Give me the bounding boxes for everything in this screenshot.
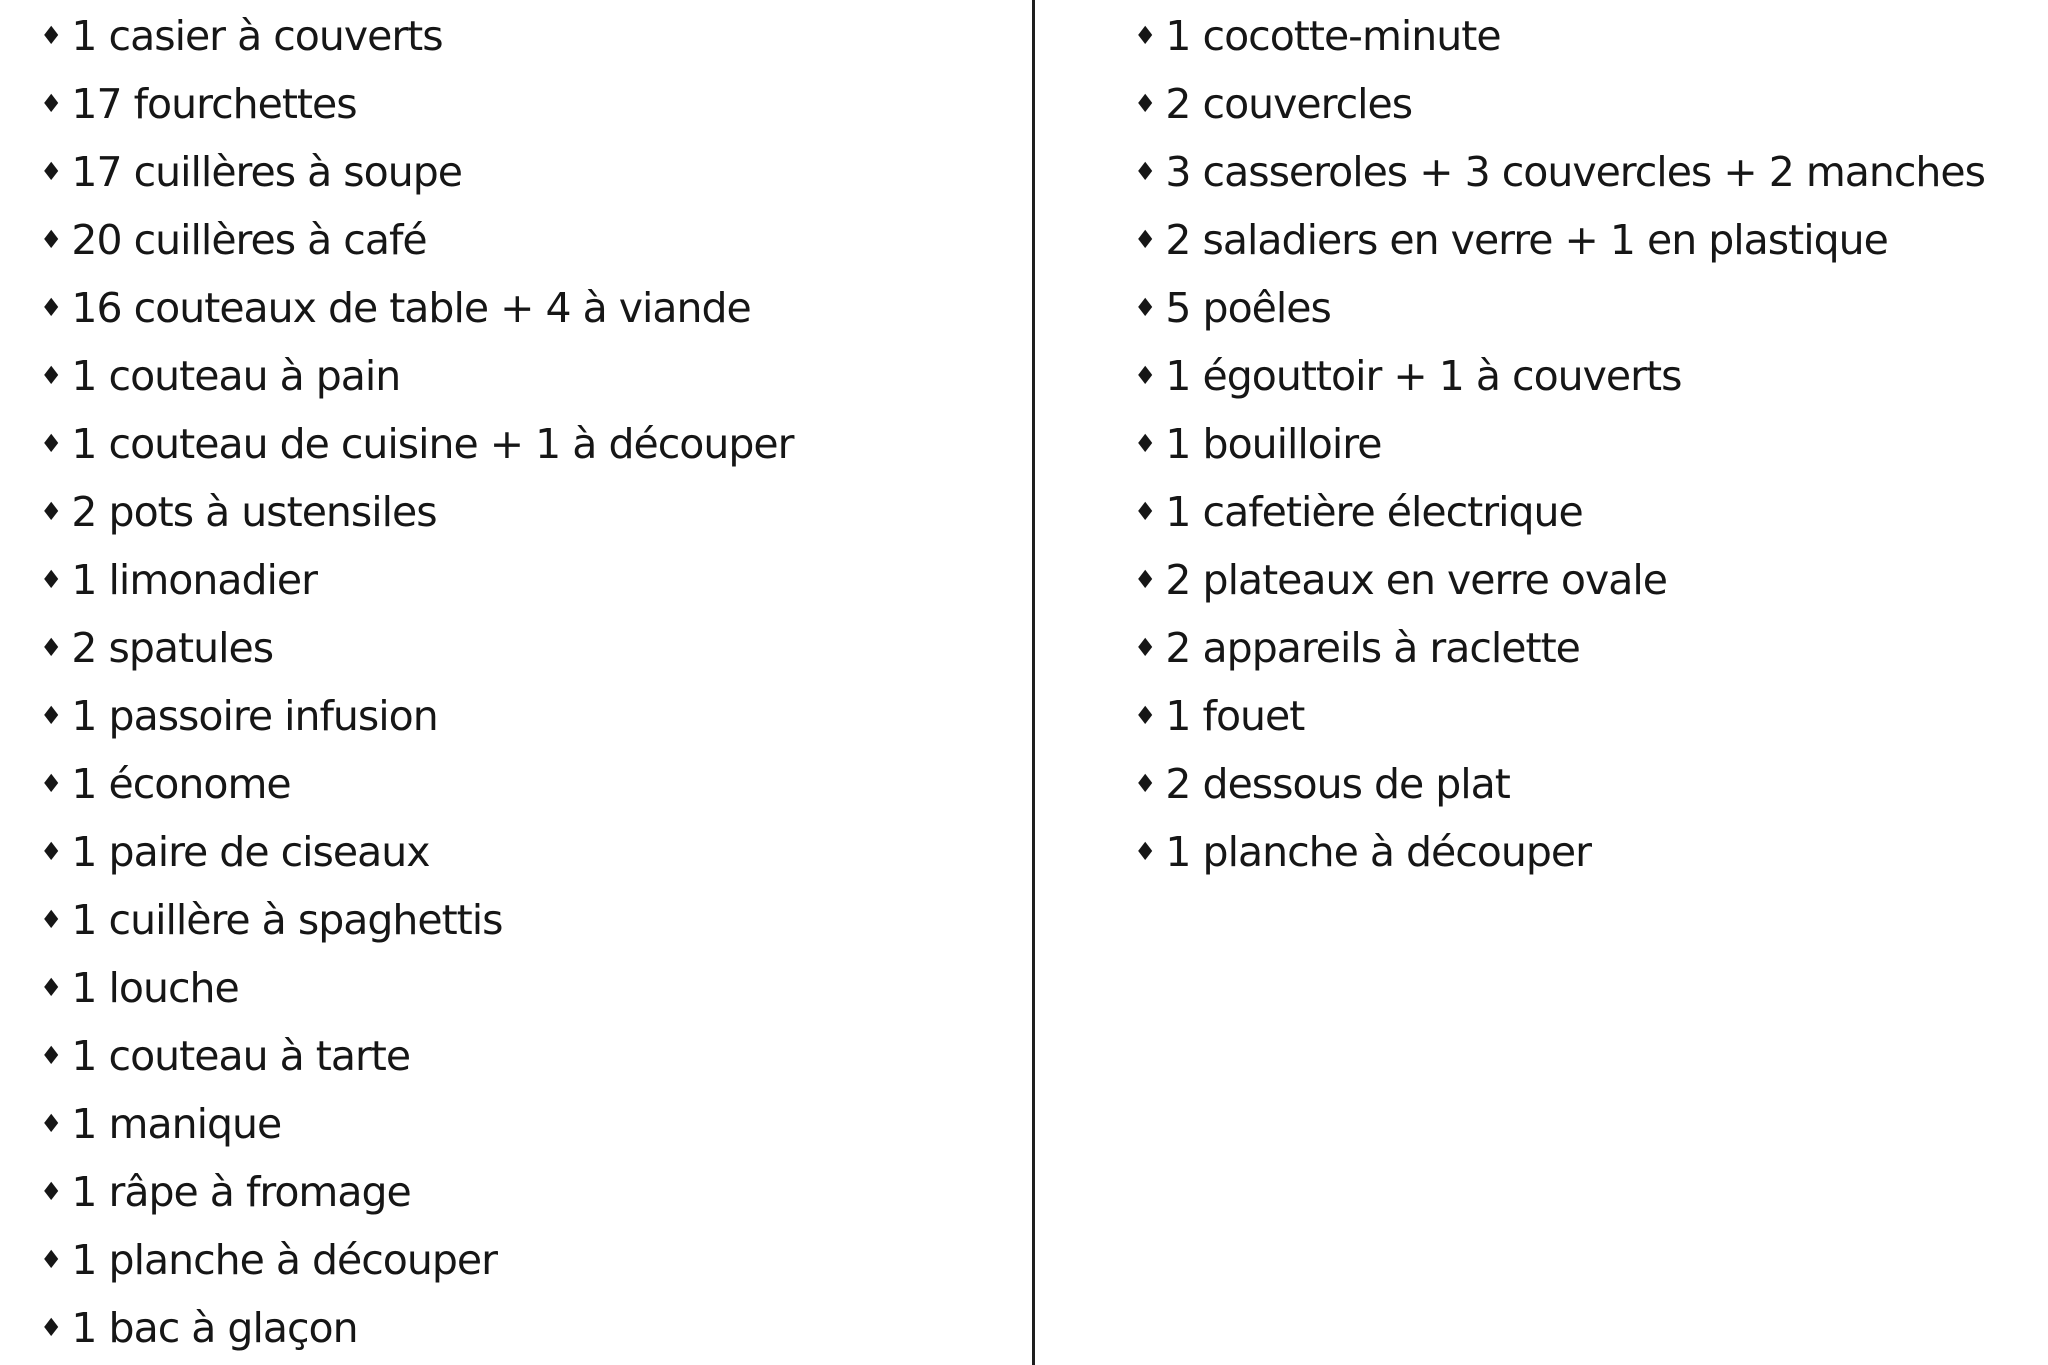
diamond-bullet-icon: ♦ xyxy=(40,1244,63,1274)
list-item xyxy=(1134,478,2044,546)
list-item xyxy=(40,2,1000,70)
list-item-text: 1 planche à découper xyxy=(71,1235,497,1284)
diamond-bullet-icon: ♦ xyxy=(40,1312,63,1342)
list-item xyxy=(1134,342,2044,410)
list-item xyxy=(40,1158,1000,1226)
list-item xyxy=(40,886,1000,954)
list-item xyxy=(1134,410,2044,478)
list-item xyxy=(40,1090,1000,1158)
diamond-bullet-icon: ♦ xyxy=(1134,224,1157,254)
list-item-text: 2 spatules xyxy=(71,623,274,672)
list-item-text: 1 cuillère à spaghettis xyxy=(71,895,503,944)
list-item-text: 1 bouilloire xyxy=(1165,419,1382,468)
diamond-bullet-icon: ♦ xyxy=(40,1176,63,1206)
list-item xyxy=(40,70,1000,138)
list-item-text: 1 bac à glaçon xyxy=(71,1303,358,1352)
diamond-bullet-icon: ♦ xyxy=(40,1108,63,1138)
diamond-bullet-icon: ♦ xyxy=(1134,632,1157,662)
list-item-text: 16 couteaux de table + 4 à viande xyxy=(71,283,751,332)
list-item xyxy=(1134,818,2044,886)
list-item xyxy=(40,682,1000,750)
list-item xyxy=(1134,2,2044,70)
diamond-bullet-icon: ♦ xyxy=(1134,564,1157,594)
list-item-text: 1 égouttoir + 1 à couverts xyxy=(1165,351,1682,400)
list-item-text: 1 limonadier xyxy=(71,555,317,604)
diamond-bullet-icon: ♦ xyxy=(40,1040,63,1070)
column-divider-line xyxy=(1032,0,1035,1365)
list-item xyxy=(1134,70,2044,138)
diamond-bullet-icon: ♦ xyxy=(40,88,63,118)
list-item xyxy=(40,138,1000,206)
diamond-bullet-icon: ♦ xyxy=(1134,496,1157,526)
diamond-bullet-icon: ♦ xyxy=(40,224,63,254)
list-item-text: 5 poêles xyxy=(1165,283,1331,332)
list-item-text: 1 paire de ciseaux xyxy=(71,827,430,876)
list-item xyxy=(40,342,1000,410)
list-item xyxy=(40,614,1000,682)
diamond-bullet-icon: ♦ xyxy=(40,156,63,186)
list-item-text: 1 cocotte-minute xyxy=(1165,11,1501,60)
inventory-left-column xyxy=(40,2,1000,1362)
list-item xyxy=(1134,614,2044,682)
list-item xyxy=(1134,206,2044,274)
diamond-bullet-icon: ♦ xyxy=(40,904,63,934)
list-item xyxy=(40,478,1000,546)
diamond-bullet-icon: ♦ xyxy=(40,700,63,730)
list-item-text: 1 cafetière électrique xyxy=(1165,487,1583,536)
list-item xyxy=(40,954,1000,1022)
list-item-text: 17 fourchettes xyxy=(71,79,357,128)
list-item xyxy=(1134,138,2044,206)
list-item-text: 1 planche à découper xyxy=(1165,827,1591,876)
diamond-bullet-icon: ♦ xyxy=(40,20,63,50)
list-item-text: 2 couvercles xyxy=(1165,79,1413,128)
diamond-bullet-icon: ♦ xyxy=(40,360,63,390)
diamond-bullet-icon: ♦ xyxy=(1134,700,1157,730)
list-item-text: 1 couteau à tarte xyxy=(71,1031,411,1080)
diamond-bullet-icon: ♦ xyxy=(40,632,63,662)
list-item-text: 1 couteau à pain xyxy=(71,351,401,400)
diamond-bullet-icon: ♦ xyxy=(1134,428,1157,458)
list-item-text: 3 casseroles + 3 couvercles + 2 manches xyxy=(1165,147,1985,196)
diamond-bullet-icon: ♦ xyxy=(1134,768,1157,798)
diamond-bullet-icon: ♦ xyxy=(40,292,63,322)
list-item-text: 2 appareils à raclette xyxy=(1165,623,1580,672)
list-item-text: 1 râpe à fromage xyxy=(71,1167,411,1216)
list-item-text: 1 économe xyxy=(71,759,291,808)
list-item-text: 1 casier à couverts xyxy=(71,11,443,60)
list-item xyxy=(40,1294,1000,1362)
diamond-bullet-icon: ♦ xyxy=(1134,360,1157,390)
diamond-bullet-icon: ♦ xyxy=(40,428,63,458)
list-item xyxy=(1134,546,2044,614)
list-item-text: 1 passoire infusion xyxy=(71,691,438,740)
diamond-bullet-icon: ♦ xyxy=(40,496,63,526)
list-item xyxy=(40,410,1000,478)
list-item xyxy=(40,274,1000,342)
list-item-text: 1 couteau de cuisine + 1 à découper xyxy=(71,419,794,468)
list-item xyxy=(40,206,1000,274)
diamond-bullet-icon: ♦ xyxy=(1134,156,1157,186)
diamond-bullet-icon: ♦ xyxy=(1134,20,1157,50)
list-item-text: 2 plateaux en verre ovale xyxy=(1165,555,1667,604)
diamond-bullet-icon: ♦ xyxy=(40,972,63,1002)
list-item xyxy=(40,1226,1000,1294)
list-item-text: 1 manique xyxy=(71,1099,282,1148)
list-item-text: 1 fouet xyxy=(1165,691,1305,740)
diamond-bullet-icon: ♦ xyxy=(40,768,63,798)
diamond-bullet-icon: ♦ xyxy=(40,836,63,866)
list-item-text: 1 louche xyxy=(71,963,239,1012)
list-item xyxy=(40,818,1000,886)
list-item xyxy=(40,1022,1000,1090)
list-item xyxy=(1134,274,2044,342)
list-item xyxy=(1134,682,2044,750)
list-item-text: 2 saladiers en verre + 1 en plastique xyxy=(1165,215,1888,264)
list-item-text: 17 cuillères à soupe xyxy=(71,147,462,196)
list-item xyxy=(40,750,1000,818)
diamond-bullet-icon: ♦ xyxy=(1134,836,1157,866)
diamond-bullet-icon: ♦ xyxy=(1134,88,1157,118)
list-item-text: 2 dessous de plat xyxy=(1165,759,1510,808)
list-item xyxy=(40,546,1000,614)
list-item xyxy=(1134,750,2044,818)
list-item-text: 2 pots à ustensiles xyxy=(71,487,437,536)
inventory-right-column xyxy=(1134,2,2044,886)
diamond-bullet-icon: ♦ xyxy=(40,564,63,594)
diamond-bullet-icon: ♦ xyxy=(1134,292,1157,322)
list-item-text: 20 cuillères à café xyxy=(71,215,427,264)
